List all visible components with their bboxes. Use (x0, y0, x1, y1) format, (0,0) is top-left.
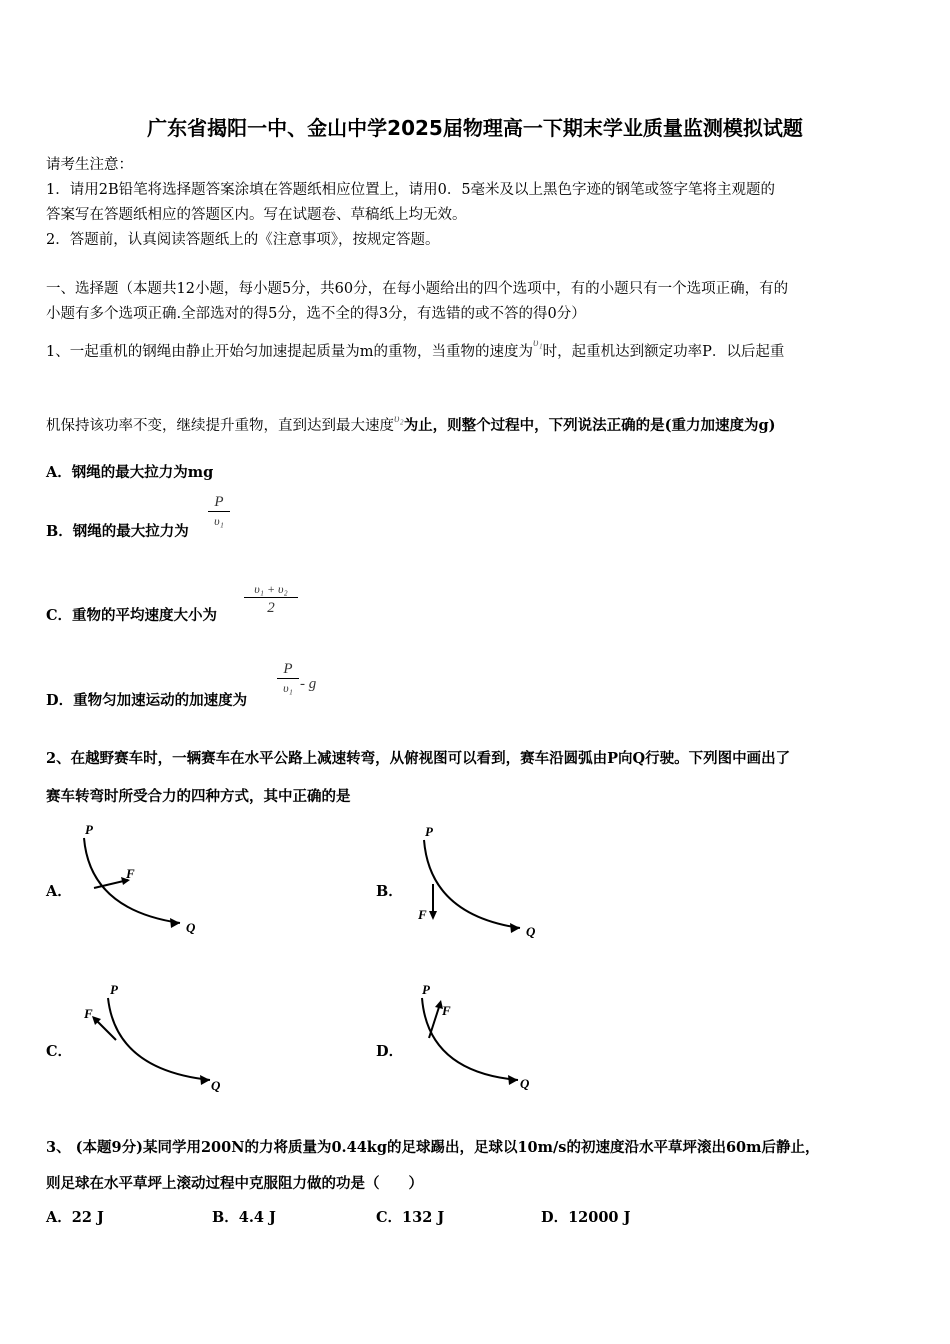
force-label: F (418, 907, 427, 922)
notice-item-1: 1．请用2B铅笔将选择题答案涂填在答题纸相应位置上，请用0．5毫米及以上黑色字迹的钢笔或签字笔将主观题的 (46, 182, 776, 198)
point-p-label: P (110, 982, 118, 997)
q2-diagram-d (410, 980, 550, 1100)
q1-stem-line1: 1、一起重机的钢绳由静止开始匀加速提起质量为m的重物，当重物的速度为$^{\upsilon_1}$时，起重机达到额定功率P．以后起重 (46, 335, 785, 360)
q3-stem-line1: 3、 (本题9分)某同学用200N的力将质量为0.44kg的足球踢出，足球以10m/s的初速度沿水平草坪滚出60m后静止， (46, 1139, 820, 1156)
q1-option-d-fraction: P υ₁ (277, 661, 299, 696)
section-heading-cont: 小题有多个选项正确.全部选对的得5分，选不全的得3分，有选错的或不答的得0分） (46, 306, 586, 322)
notice-item-2: 2．答题前，认真阅读答题纸上的《注意事项》，按规定答题。 (46, 232, 440, 248)
point-q-label: Q (526, 924, 536, 939)
point-q-label: Q (211, 1078, 221, 1093)
force-vector (429, 1004, 440, 1038)
q2-stem-line2: 赛车转弯时所受合力的四种方式，其中正确的是 (46, 788, 351, 805)
q1-v2: υ₂ (394, 411, 404, 425)
q2-option-d-label: D． (376, 1043, 404, 1060)
q1-v1: υ₁ (532, 335, 543, 349)
force-arrowhead (429, 911, 437, 920)
q2-option-a-label: A． (46, 883, 72, 900)
point-q-label: Q (520, 1076, 530, 1091)
arc-arrowhead (170, 918, 180, 928)
point-q-label: Q (186, 920, 196, 935)
arc-path (424, 840, 520, 928)
q2-diagram-a (70, 820, 210, 940)
arc-path (422, 998, 518, 1080)
arc-arrowhead (508, 1075, 518, 1085)
q2-diagram-b (410, 820, 550, 940)
notice-heading: 请考生注意： (46, 157, 133, 173)
q3-option-c: C．132 J (376, 1209, 445, 1226)
q2-option-c-label: C． (46, 1043, 73, 1060)
q3-option-d: D．12000 J (541, 1209, 631, 1226)
point-p-label: P (422, 982, 430, 997)
q1-option-b-fraction: P υ₁ (208, 494, 230, 529)
page-title: 广东省揭阳一中、金山中学2025届物理高一下期末学业质量监测模拟试题 (147, 116, 803, 140)
arc-path (108, 998, 210, 1080)
point-p-label: P (425, 824, 433, 839)
q3-option-b: B．4.4 J (212, 1209, 276, 1226)
point-p-label: P (85, 822, 93, 837)
q1-option-c-fraction: υ₁ + υ₂ 2 (244, 582, 298, 617)
q2-option-b-label: B． (376, 883, 403, 900)
q2-stem-line1: 2、在越野赛车时，一辆赛车在水平公路上减速转弯，从俯视图可以看到，赛车沿圆弧由P向Q行驶。下列图中画出了 (46, 750, 791, 767)
q1-option-d: D．重物匀加速运动的加速度为 (46, 692, 248, 709)
q1-option-a: A．钢绳的最大拉力为mg (46, 464, 214, 481)
arc-arrowhead (200, 1075, 210, 1085)
q1-stem-line2: 机保持该功率不变，继续提升重物，直到达到最大速度$^{\upsilon_2}$为止，则整个过程中，下列说法正确的是(重力加速度为g) (46, 411, 776, 434)
q1-option-c: C．重物的平均速度大小为 (46, 607, 218, 624)
q1-option-d-tail: - g (300, 676, 317, 692)
q1-option-b: B．钢绳的最大拉力为 (46, 523, 189, 540)
force-label: F (84, 1006, 93, 1021)
arc-arrowhead (510, 923, 520, 933)
q3-option-a: A．22 J (46, 1209, 104, 1226)
section-heading: 一、选择题（本题共12小题，每小题5分，共60分，在每小题给出的四个选项中，有的小题只有一个选项正确，有的 (46, 281, 789, 297)
q3-stem-line2: 则足球在水平草坪上滚动过程中克服阻力做的功是（ ） (46, 1175, 423, 1192)
q2-diagram-c (70, 980, 230, 1100)
notice-item-1-cont: 答案写在答题纸相应的答题区内。写在试题卷、草稿纸上均无效。 (46, 207, 467, 223)
force-label: F (442, 1003, 451, 1018)
force-label: F (126, 866, 135, 881)
